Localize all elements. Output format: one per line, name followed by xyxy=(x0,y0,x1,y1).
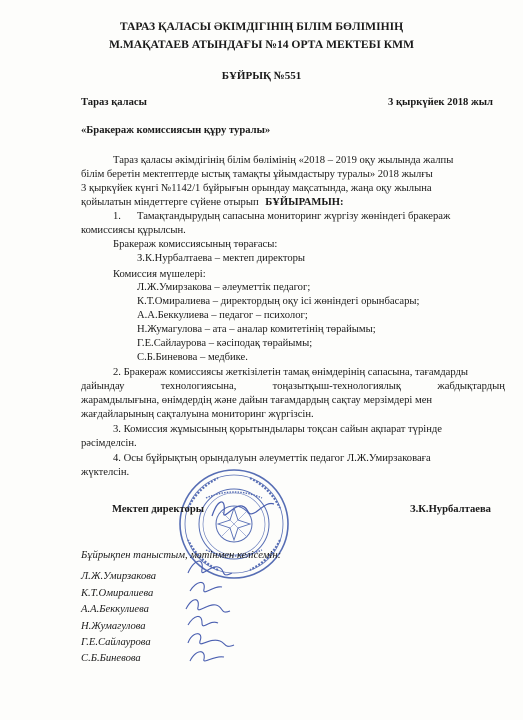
item4-line-2: жүктелсін. xyxy=(81,467,130,478)
item3-line-2: рәсімделсін. xyxy=(81,438,137,449)
order-city: Тараз қаласы xyxy=(81,97,147,108)
order-date: 3 қыркүйек 2018 жыл xyxy=(388,97,493,108)
members-label: Комиссия мүшелері: xyxy=(113,269,206,280)
decree-word: БҰЙЫРАМЫН: xyxy=(265,197,344,208)
member-5: Г.Е.Сайлаурова – кәсіподақ төрайымы; xyxy=(137,338,313,349)
item3-line-1: 3. Комиссия жұмысының қорытындылары тоқсан сайын ақпарат түрінде xyxy=(113,424,442,435)
item2-word: жабдықтардың xyxy=(437,381,505,392)
acquaint-name-6: С.Б.Биневова xyxy=(81,653,141,664)
item2-line-3: жарамдылығына, өнімдердің және дайын тағамдардың сақтау мерзімдері мен xyxy=(81,395,433,406)
item2-line-1: 2. Бракераж комиссиясы жеткізілетін тамақ өнімдерінің сапасына, тағамдарды xyxy=(113,367,469,378)
item2-word: технологиясына, xyxy=(160,381,237,392)
item2-word: дайындау xyxy=(81,381,125,392)
acquaint-name-1: Л.Ж.Умирзакова xyxy=(81,571,157,582)
member-6: С.Б.Биневова – медбике. xyxy=(137,352,248,363)
intro-line-4 xyxy=(81,196,344,209)
item4-line-1: 4. Осы бұйрықтың орындалуын әлеуметтік педагог Л.Ж.Умирзаковаға xyxy=(113,453,431,464)
intro-line-4-text: қойылатын міндеттерге сүйене отырып xyxy=(81,197,259,208)
director-signature-icon xyxy=(208,494,278,524)
header-line-1: ТАРАЗ ҚАЛАСЫ ӘКІМДІГІНІҢ БІЛІМ БӨЛІМІНІҢ xyxy=(119,20,404,33)
intro-line-2: білім беретін мектептерде ыстық тамақты ұйымдастыру туралы» 2018 жылғы xyxy=(81,169,433,180)
item2-line-2 xyxy=(81,380,505,393)
item1-number: 1. xyxy=(113,211,121,222)
item1-line-1: Тамақтандырудың сапасына мониторинг жүргізу жөніндегі бракераж xyxy=(137,211,451,222)
order-title: БҰЙРЫҚ №551 xyxy=(221,70,302,82)
acquaint-name-2: К.Т.Омиралиева xyxy=(81,588,154,599)
member-2: К.Т.Омиралиева – директордың оқу ісі жөніндегі орынбасары; xyxy=(137,296,420,307)
item1-line-2: комиссиясы құрылсын. xyxy=(81,225,186,236)
acquaint-title: Бұйрықпен таныстым, мәтінмен келісемін: xyxy=(81,550,282,561)
acquaint-name-3: А.А.Беккулиева xyxy=(81,604,149,615)
intro-line-1: Тараз қаласы әкімдігінің білім бөлімінің «2018 – 2019 оқу жылында жалпы xyxy=(113,155,454,166)
order-subject: «Бракераж комиссиясын құру туралы» xyxy=(81,125,271,136)
intro-line-3: 3 қыркүйек күнгі №1142/1 бұйрығын орындау мақсатында, жаңа оқу жылына xyxy=(81,183,432,194)
item2-word: тоңазытқыш-технологиялық xyxy=(272,381,402,392)
acquaint-signatures-icon xyxy=(180,553,250,671)
member-1: Л.Ж.Умирзакова – әлеуметтік педагог; xyxy=(137,282,311,293)
member-3: А.А.Беккулиева – педагог – психолог; xyxy=(137,310,308,321)
header-line-2: М.МАҚАТАЕВ АТЫНДАҒЫ №14 ОРТА МЕКТЕБІ КММ xyxy=(108,38,415,51)
acquaint-name-5: Г.Е.Сайлаурова xyxy=(81,637,151,648)
chair-name: З.К.Нурбалтаева – мектеп директоры xyxy=(137,253,306,264)
director-name: З.К.Нурбалтаева xyxy=(410,504,491,515)
item2-line-4: жағдайларының сақталуына мониторинг жүргізсін. xyxy=(81,409,314,420)
member-4: Н.Жумагулова – ата – аналар комитетінің төрайымы; xyxy=(137,324,376,335)
acquaint-name-4: Н.Жумагулова xyxy=(81,621,146,632)
director-role: Мектеп директоры xyxy=(112,504,205,515)
chair-label: Бракераж комиссиясының төрағасы: xyxy=(113,239,278,250)
